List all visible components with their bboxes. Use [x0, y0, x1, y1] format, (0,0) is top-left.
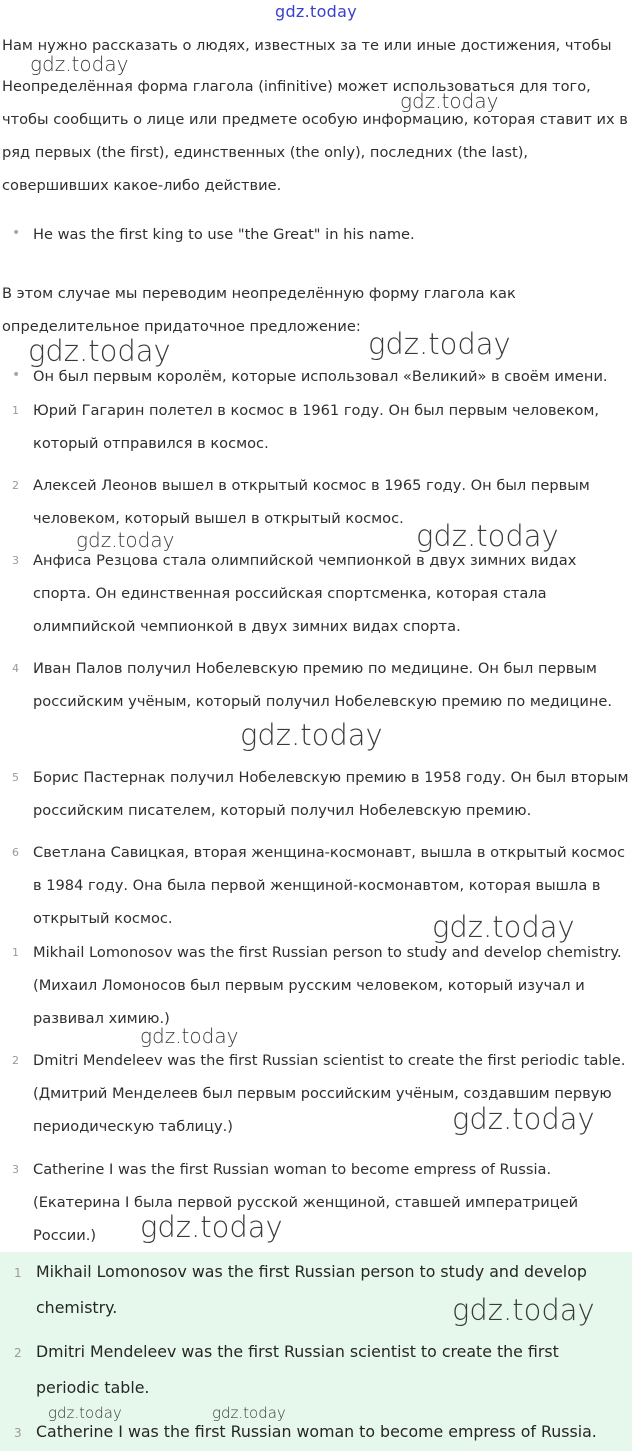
watermark: gdz.today [368, 327, 511, 361]
example-english [12, 218, 630, 251]
list-item [12, 544, 630, 643]
list-item-text: Анфиса Резцова стала олимпийской чемпионкой в двух зимних видах спорта. Он единственная российская спортсменка, которая стала олимпийской чемпионкой в двух зимних видах спорта. [33, 552, 577, 635]
list-number: 4 [12, 662, 19, 675]
list-item [12, 652, 630, 718]
list-number: 3 [12, 554, 19, 567]
intro-paragraph-2: Неопределённая форма глагола (infinitive) может использоваться для того, чтобы сообщить о лице или предмете особую информацию, которая ставит их в ряд первых (the first), единственных (the only), последних (the last), совершивших какое-либо действие. [2, 78, 628, 194]
site-header-logo[interactable]: gdz.today [275, 2, 357, 21]
watermark: gdz.today [432, 910, 575, 944]
list-item-text: Иван Палов получил Нобелевскую премию по медицине. Он был первым российским учёным, который получил Нобелевскую премию по медицине. [33, 660, 612, 710]
list-item-text: Юрий Гагарин полетел в космос в 1961 году. Он был первым человеком, который отправился в космос. [33, 402, 599, 452]
watermark: gdz.today [28, 334, 171, 368]
list-item-text: Catherine I was the first Russian woman to become empress of Russia. (Екатерина I была первой русской женщиной, ставшей императрицей России.) [33, 1161, 579, 1244]
list-item [12, 761, 630, 827]
list-item-text: Mikhail Lomonosov was the first Russian person to study and develop chemistry. (Михаил Ломоносов был первым русским человеком, который изучал и развивал химию.) [33, 944, 622, 1027]
list-number: 6 [12, 846, 19, 859]
example-english-text: He was the first king to use "the Great" in his name. [33, 226, 415, 243]
watermark: gdz.today [30, 52, 129, 76]
list-number: 1 [12, 404, 19, 417]
list-item-text: Алексей Леонов вышел в открытый космос в 1965 году. Он был первым человеком, который вышел в открытый космос. [33, 477, 590, 527]
intro-paragraph-1: Нам нужно рассказать о людях, известных за те или иные достижения, чтобы [2, 37, 612, 54]
watermark: gdz.today [76, 528, 175, 552]
example-russian-text: Он был первым королём, которые использовал «Великий» в своём имени. [33, 368, 608, 385]
watermark: gdz.today [452, 1293, 595, 1327]
list-item-text: Борис Пастернак получил Нобелевскую премию в 1958 году. Он был вторым российским писателем, который получил Нобелевскую премию. [33, 769, 629, 819]
list-number: 3 [14, 1426, 22, 1440]
list-item [12, 1153, 630, 1252]
list-item [12, 936, 630, 1035]
watermark: gdz.today [400, 89, 499, 113]
list-number: 1 [14, 1266, 22, 1280]
bullet-dot-icon: • [12, 367, 21, 383]
answer-text: Catherine I was the first Russian woman to become empress of Russia. [36, 1422, 597, 1441]
list-number: 3 [12, 1163, 19, 1176]
answer-item [14, 1334, 626, 1406]
list-number: 2 [12, 1054, 19, 1067]
watermark: gdz.today [240, 718, 383, 752]
list-number: 1 [12, 946, 19, 959]
watermark: gdz.today [416, 519, 559, 553]
watermark: gdz.today [452, 1102, 595, 1136]
watermark: gdz.today [140, 1210, 283, 1244]
list-item-text: Dmitri Mendeleev was the first Russian scientist to create the first periodic table. (Дмитрий Менделеев был первым российским учёным, создавшим первую периодическую таблицу.) [33, 1052, 626, 1135]
list-number: 5 [12, 771, 19, 784]
answer-text: Mikhail Lomonosov was the first Russian person to study and develop chemistry. [36, 1262, 587, 1317]
watermark: gdz.today [140, 1024, 239, 1048]
list-number: 2 [14, 1346, 22, 1360]
watermark: gdz.today [48, 1404, 122, 1422]
answer-text: Dmitri Mendeleev was the first Russian scientist to create the first periodic table. [36, 1342, 559, 1397]
list-item-text: Светлана Савицкая, вторая женщина-космонавт, вышла в открытый космос в 1984 году. Она была первой женщиной-космонавтом, которая вышла в открытый космос. [33, 844, 626, 927]
watermark: gdz.today [212, 1404, 286, 1422]
bullet-dot-icon: • [12, 225, 21, 241]
list-item [12, 394, 630, 460]
list-number: 2 [12, 479, 19, 492]
intro-paragraph-3: В этом случае мы переводим неопределённую форму глагола как определительное придаточное предложение: [2, 285, 516, 335]
